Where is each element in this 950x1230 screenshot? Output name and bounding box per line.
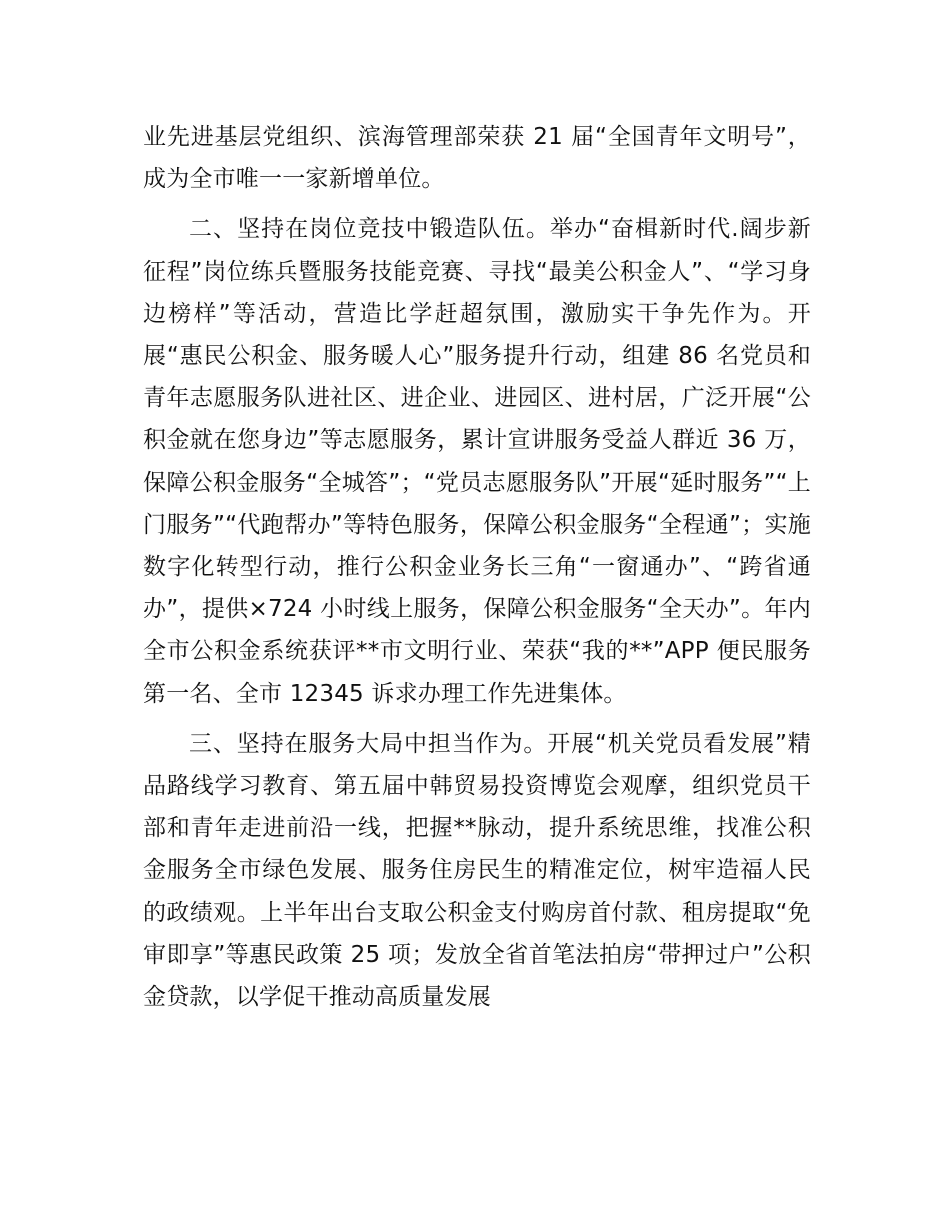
paragraph-continuation: 业先进基层党组织、滨海管理部荣获 21 届“全国青年文明号”，成为全市唯一一家新增单位。 bbox=[143, 124, 811, 193]
paragraph-section-two: 二、坚持在岗位竞技中锻造队伍。举办“奋楫新时代.阔步新征程”岗位练兵暨服务技能竞赛、寻找“最美公积金人”、“学习身边榜样”等活动，营造比学赶超氛围，激励实干争先作为。开展“惠民公积金、服务暖人心”服务提升行动，组建 86 名党员和青年志愿服务队进社区、进企业、进园区、进村居，广泛开展“公积金就在您身边”等志愿服务，累计宣讲服务受益人群近 36 万，保障公积金服务“全城答”；“党员志愿服务队”开展“延时服务”“上门服务”“代跑帮办”等特色服务，保障公积金服务“全程通”；实施数字化转型行动，推行公积金业务长三角“一窗通办”、“跨省通办”，提供×724 小时线上服务，保障公积金服务“全天办”。年内全市公积金系统获评**市文明行业、荣获“我的**”APP 便民服务第一名、全市 12345 诉求办理工作先进集体。 bbox=[143, 216, 811, 707]
document-body bbox=[143, 116, 811, 1018]
paragraph-section-three: 三、坚持在服务大局中担当作为。开展“机关党员看发展”精品路线学习教育、第五届中韩贸易投资博览会观摩，组织党员干部和青年走进前沿一线，把握**脉动，提升系统思维，找准公积金服务全市绿色发展、服务住房民生的精准定位，树牢造福人民的政绩观。上半年出台支取公积金支付购房首付款、租房提取“免审即享”等惠民政策 25 项；发放全省首笔法拍房“带押过户”公积金贷款，以学促干推动高质量发展 bbox=[143, 730, 811, 1011]
